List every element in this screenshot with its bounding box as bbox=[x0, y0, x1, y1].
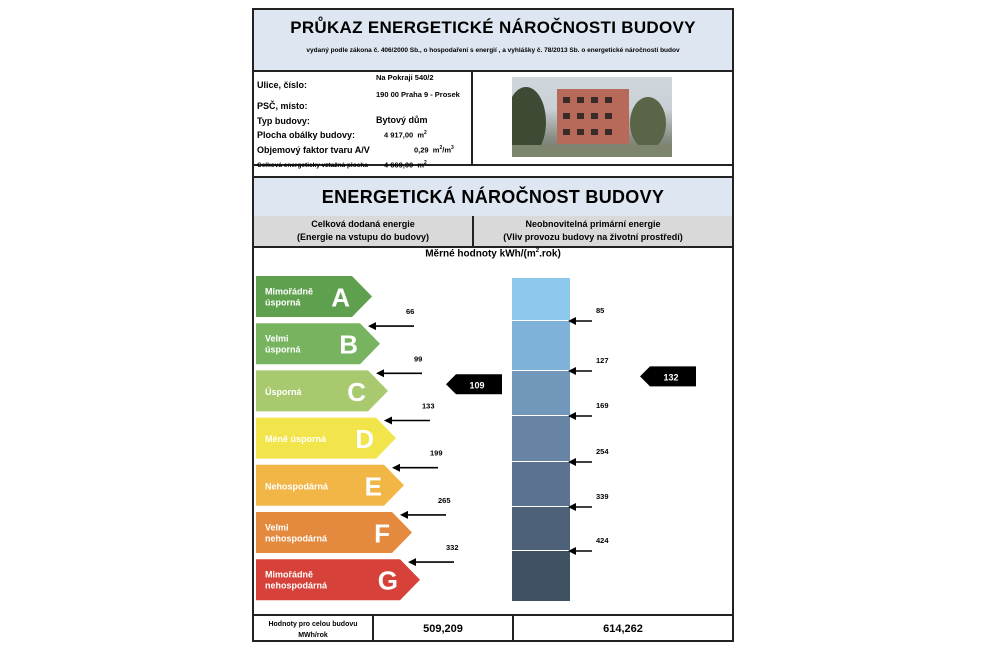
class-label-D: Méně úsporná bbox=[265, 434, 327, 445]
type-value: Bytový dům bbox=[376, 115, 428, 125]
left-limit-arrow-0-head bbox=[368, 322, 376, 330]
class-label-F: Velmi bbox=[265, 522, 289, 533]
primary-scale-segment-5 bbox=[512, 507, 570, 551]
energy-certificate bbox=[252, 8, 734, 642]
primary-scale-segment-1 bbox=[512, 321, 570, 371]
certificate-title: PRŮKAZ ENERGETICKÉ NÁROČNOSTI BUDOVY bbox=[290, 18, 696, 37]
left-limit-value-4: 265 bbox=[438, 495, 451, 505]
reference-area-value: 4 669,00 $m^2$ bbox=[384, 160, 427, 170]
primary-scale-segment-0 bbox=[512, 278, 570, 321]
class-letter-B: B bbox=[339, 329, 358, 360]
left-limit-arrow-4-head bbox=[400, 511, 408, 519]
left-limit-value-3: 199 bbox=[430, 448, 443, 458]
primary-scale-segment-6 bbox=[512, 551, 570, 601]
left-limit-arrow-2-head bbox=[384, 417, 392, 425]
left-limit-arrow-1-head bbox=[376, 369, 384, 377]
primary-energy-header: Neobnovitelná primární energie (Vliv provozu budovy na životní prostředí) bbox=[503, 219, 683, 242]
right-limit-value-3: 254 bbox=[596, 447, 609, 456]
certificate-subtitle: vydaný podle zákona č. 406/2000 Sb., o hospodaření s energií , a vyhlášky č. 78/2013 Sb. o energetické náročnosti budov bbox=[306, 47, 680, 54]
class-label-E: Nehospodárná bbox=[265, 481, 329, 492]
class-sublabel-A: úsporná bbox=[265, 297, 301, 308]
reference-area-label: Celková energeticky vztažná plocha bbox=[257, 162, 368, 169]
shape-factor-label: Objemový faktor tvaru A/V bbox=[257, 145, 370, 155]
class-letter-C: C bbox=[347, 376, 366, 407]
class-label-C: Úsporná bbox=[265, 386, 302, 397]
right-limit-value-4: 339 bbox=[596, 492, 609, 501]
city-label: PSČ, místo: bbox=[257, 101, 308, 111]
right-limit-value-1: 127 bbox=[596, 356, 609, 365]
street-label: Ulice, číslo: bbox=[257, 80, 308, 90]
class-label-B: Velmi bbox=[265, 333, 289, 344]
right-limit-value-5: 424 bbox=[596, 536, 609, 545]
class-bar-A bbox=[256, 276, 372, 317]
left-limit-arrow-3-head bbox=[392, 464, 400, 472]
delivered-energy-header: Celková dodaná energie (Energie na vstupu do budovy) bbox=[296, 219, 429, 242]
left-limit-value-1: 99 bbox=[414, 354, 423, 364]
right-building-value: 132 bbox=[663, 372, 679, 383]
shape-factor-value: 0,29 $m^2/m^3$ bbox=[414, 145, 454, 155]
delivered-total-value: 509,209 bbox=[423, 623, 463, 635]
right-limit-value-0: 85 bbox=[596, 306, 605, 315]
type-label: Typ budovy: bbox=[257, 116, 310, 126]
class-sublabel-F: nehospodárná bbox=[265, 533, 328, 544]
class-letter-G: G bbox=[377, 565, 398, 596]
energy-class-chart bbox=[254, 10, 732, 614]
primary-scale-segment-4 bbox=[512, 462, 570, 507]
primary-scale-segment-3 bbox=[512, 416, 570, 462]
class-sublabel-G: nehospodárná bbox=[265, 580, 328, 591]
left-limit-arrow-5-head bbox=[408, 558, 416, 566]
class-label-G: Mimořádně bbox=[265, 569, 314, 580]
section-title: ENERGETICKÁ NÁROČNOST BUDOVY bbox=[321, 187, 665, 207]
class-letter-E: E bbox=[364, 471, 382, 502]
unit-label: Měrné hodnoty kWh/$(m^2.rok)$ bbox=[425, 248, 561, 260]
left-limit-value-5: 332 bbox=[446, 543, 459, 553]
class-letter-A: A bbox=[331, 282, 350, 313]
left-limit-value-2: 133 bbox=[422, 401, 435, 411]
left-building-value: 109 bbox=[469, 380, 485, 391]
city-value: 190 00 Praha 9 - Prosek bbox=[376, 90, 460, 99]
primary-total-value: 614,262 bbox=[603, 623, 643, 635]
street-value: Na Pokraji 540/2 bbox=[376, 73, 434, 82]
class-label-A: Mimořádně bbox=[265, 286, 314, 297]
left-limit-value-0: 66 bbox=[406, 307, 415, 317]
class-sublabel-B: úsporná bbox=[265, 344, 301, 355]
right-limit-value-2: 169 bbox=[596, 401, 609, 410]
class-letter-D: D bbox=[355, 424, 374, 455]
primary-scale-segment-2 bbox=[512, 371, 570, 416]
envelope-value: 4 917,00 $m^2$ bbox=[384, 130, 427, 140]
envelope-label: Plocha obálky budovy: bbox=[257, 130, 356, 140]
class-letter-F: F bbox=[374, 518, 390, 549]
totals-label: Hodnoty pro celou budovu MWh/rok bbox=[268, 621, 358, 639]
totals-row bbox=[254, 614, 732, 642]
